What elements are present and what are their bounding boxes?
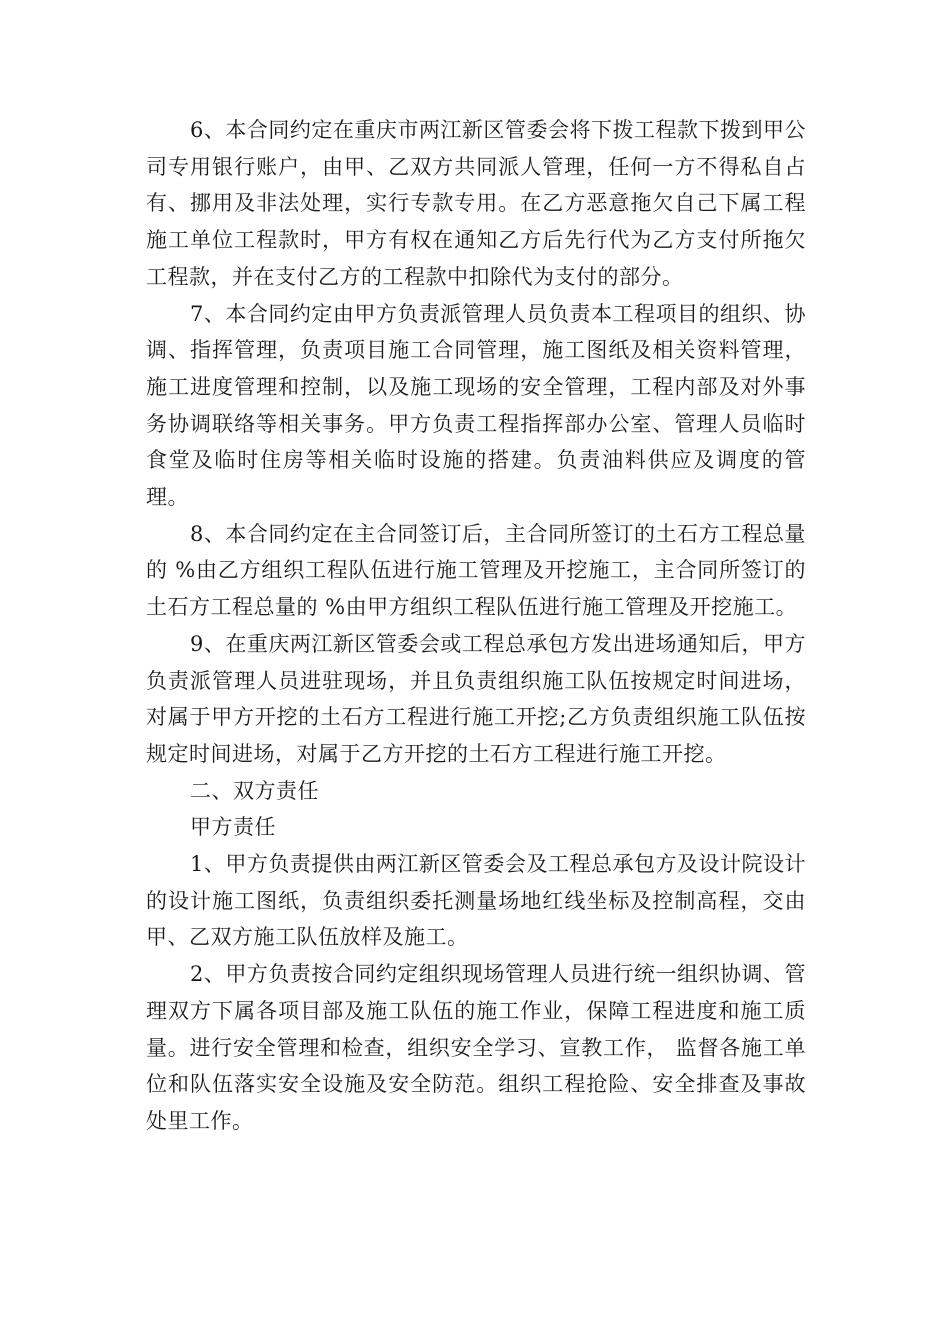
document-body (146, 112, 806, 1140)
clause-9: 9、在重庆两江新区管委会或工程总承包方发出进场通知后，甲方负责派管理人员进驻现场，并且负责组织施工队伍按规定时间进场，对属于甲方开挖的土石方工程进行施工开挖;乙方负责组织施工队伍按规定时间进场，对属于乙方开挖的土石方工程进行施工开挖。 (146, 631, 806, 766)
party-a-item-1: 1、甲方负责提供由两江新区管委会及工程总承包方及设计院设计的设计施工图纸，负责组织委托测量场地红线坐标及控制高程，交由甲、乙双方施工队伍放样及施工。 (146, 852, 806, 950)
section-heading-responsibilities: 二、双方责任 (190, 778, 319, 803)
clause-6: 6、本合同约定在重庆市两江新区管委会将下拨工程款下拨到甲公司专用银行账户，由甲、乙双方共同派人管理，任何一方不得私自占有、挪用及非法处理，实行专款专用。在乙方恶意拖欠自己下属工程施工单位工程款时，甲方有权在通知乙方后先行代为乙方支付所拖欠工程款，并在支付乙方的工程款中扣除代为支付的部分。 (146, 118, 806, 289)
subheading-party-a-responsibilities: 甲方责任 (190, 815, 276, 840)
clause-8: 8、本合同约定在主合同签订后，主合同所签订的土石方工程总量的 %由乙方组织工程队伍进行施工管理及开挖施工，主合同所签订的土石方工程总量的 %由甲方组织工程队伍进行施工管理及开挖施工。 (146, 521, 806, 620)
party-a-item-2: 2、甲方负责按合同约定组织现场管理人员进行统一组织协调、管理双方下属各项目部及施工队伍的施工作业，保障工程进度和施工质量。进行安全管理和检查，组织安全学习、宣教工作， 监督各施工单位和队伍落实安全设施及安全防范。组织工程抢险、安全排查及事故处里工作。 (146, 962, 806, 1133)
clause-7: 7、本合同约定由甲方负责派管理人员负责本工程项目的组织、协调、指挥管理，负责项目施工合同管理，施工图纸及相关资料管理，施工进度管理和控制，以及施工现场的安全管理，工程内部及对外事务协调联络等相关事务。甲方负责工程指挥部办公室、管理人员临时食堂及临时住房等相关临时设施的搭建。负责油料供应及调度的管理。 (146, 301, 806, 510)
